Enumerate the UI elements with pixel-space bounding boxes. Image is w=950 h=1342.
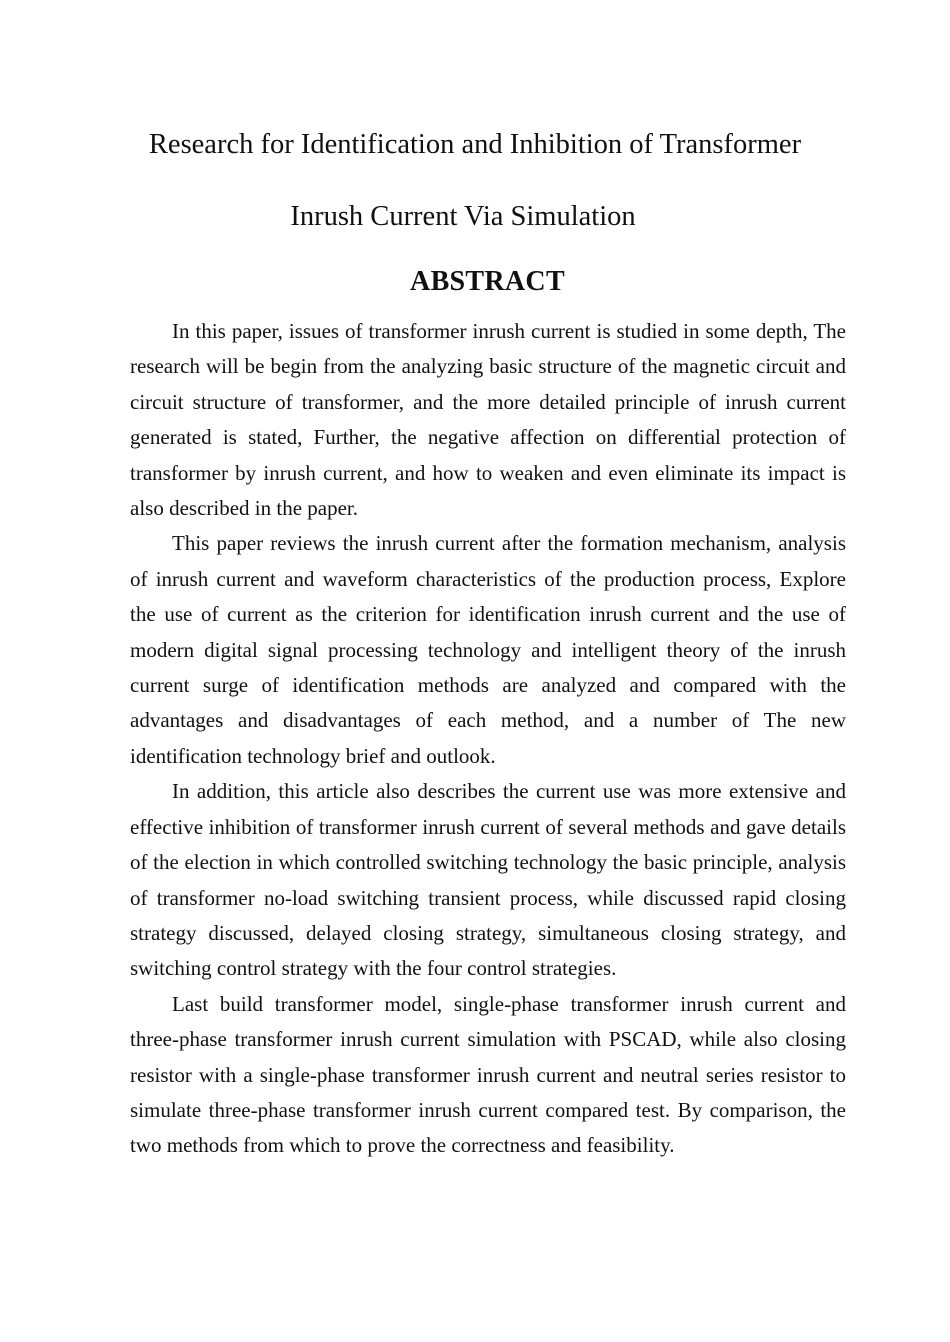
abstract-paragraph-2: This paper reviews the inrush current after the formation mechanism, analysis of inrush current and waveform characteristics of the production process, Explore the use of current as the criterion for identification inrush current and the use of modern digital signal processing technology and intelligent theory of the inrush current surge of identification methods are analyzed and compared with the advantages and disadvantages of each method, and a number of The new identification technology brief and outlook. — [130, 531, 846, 768]
abstract-paragraph-3: In addition, this article also describes the current use was more extensive and effective inhibition of transformer inrush current of several methods and gave details of the election in which controlled switching technology the basic principle, analysis of transformer no-load switching transient process, while discussed rapid closing strategy discussed, delayed closing strategy, simultaneous closing strategy, and switching control strategy with the four control strategies. — [130, 779, 846, 981]
paper-title-line-1: Research for Identification and Inhibition of Transformer — [148, 129, 802, 160]
abstract-paragraph-1: In this paper, issues of transformer inrush current is studied in some depth, The research will be begin from the analyzing basic structure of the magnetic circuit and circuit structure of transformer, and the more detailed principle of inrush current generated is stated, Further, the negative affection on differential protection of transformer by inrush current, and how to weaken and even eliminate its impact is also described in the paper. — [130, 319, 846, 521]
abstract-paragraph-4: Last build transformer model, single-phase transformer inrush current and three-phase transformer inrush current simulation with PSCAD, while also closing resistor with a single-phase transformer inrush current and neutral series resistor to simulate three-phase transformer inrush current compared test. By comparison, the two methods from which to prove the correctness and feasibility. — [130, 991, 846, 1158]
abstract-heading: ABSTRACT — [410, 266, 565, 297]
abstract-body — [130, 314, 846, 1164]
paper-title-line-2: Inrush Current Via Simulation — [290, 201, 636, 232]
